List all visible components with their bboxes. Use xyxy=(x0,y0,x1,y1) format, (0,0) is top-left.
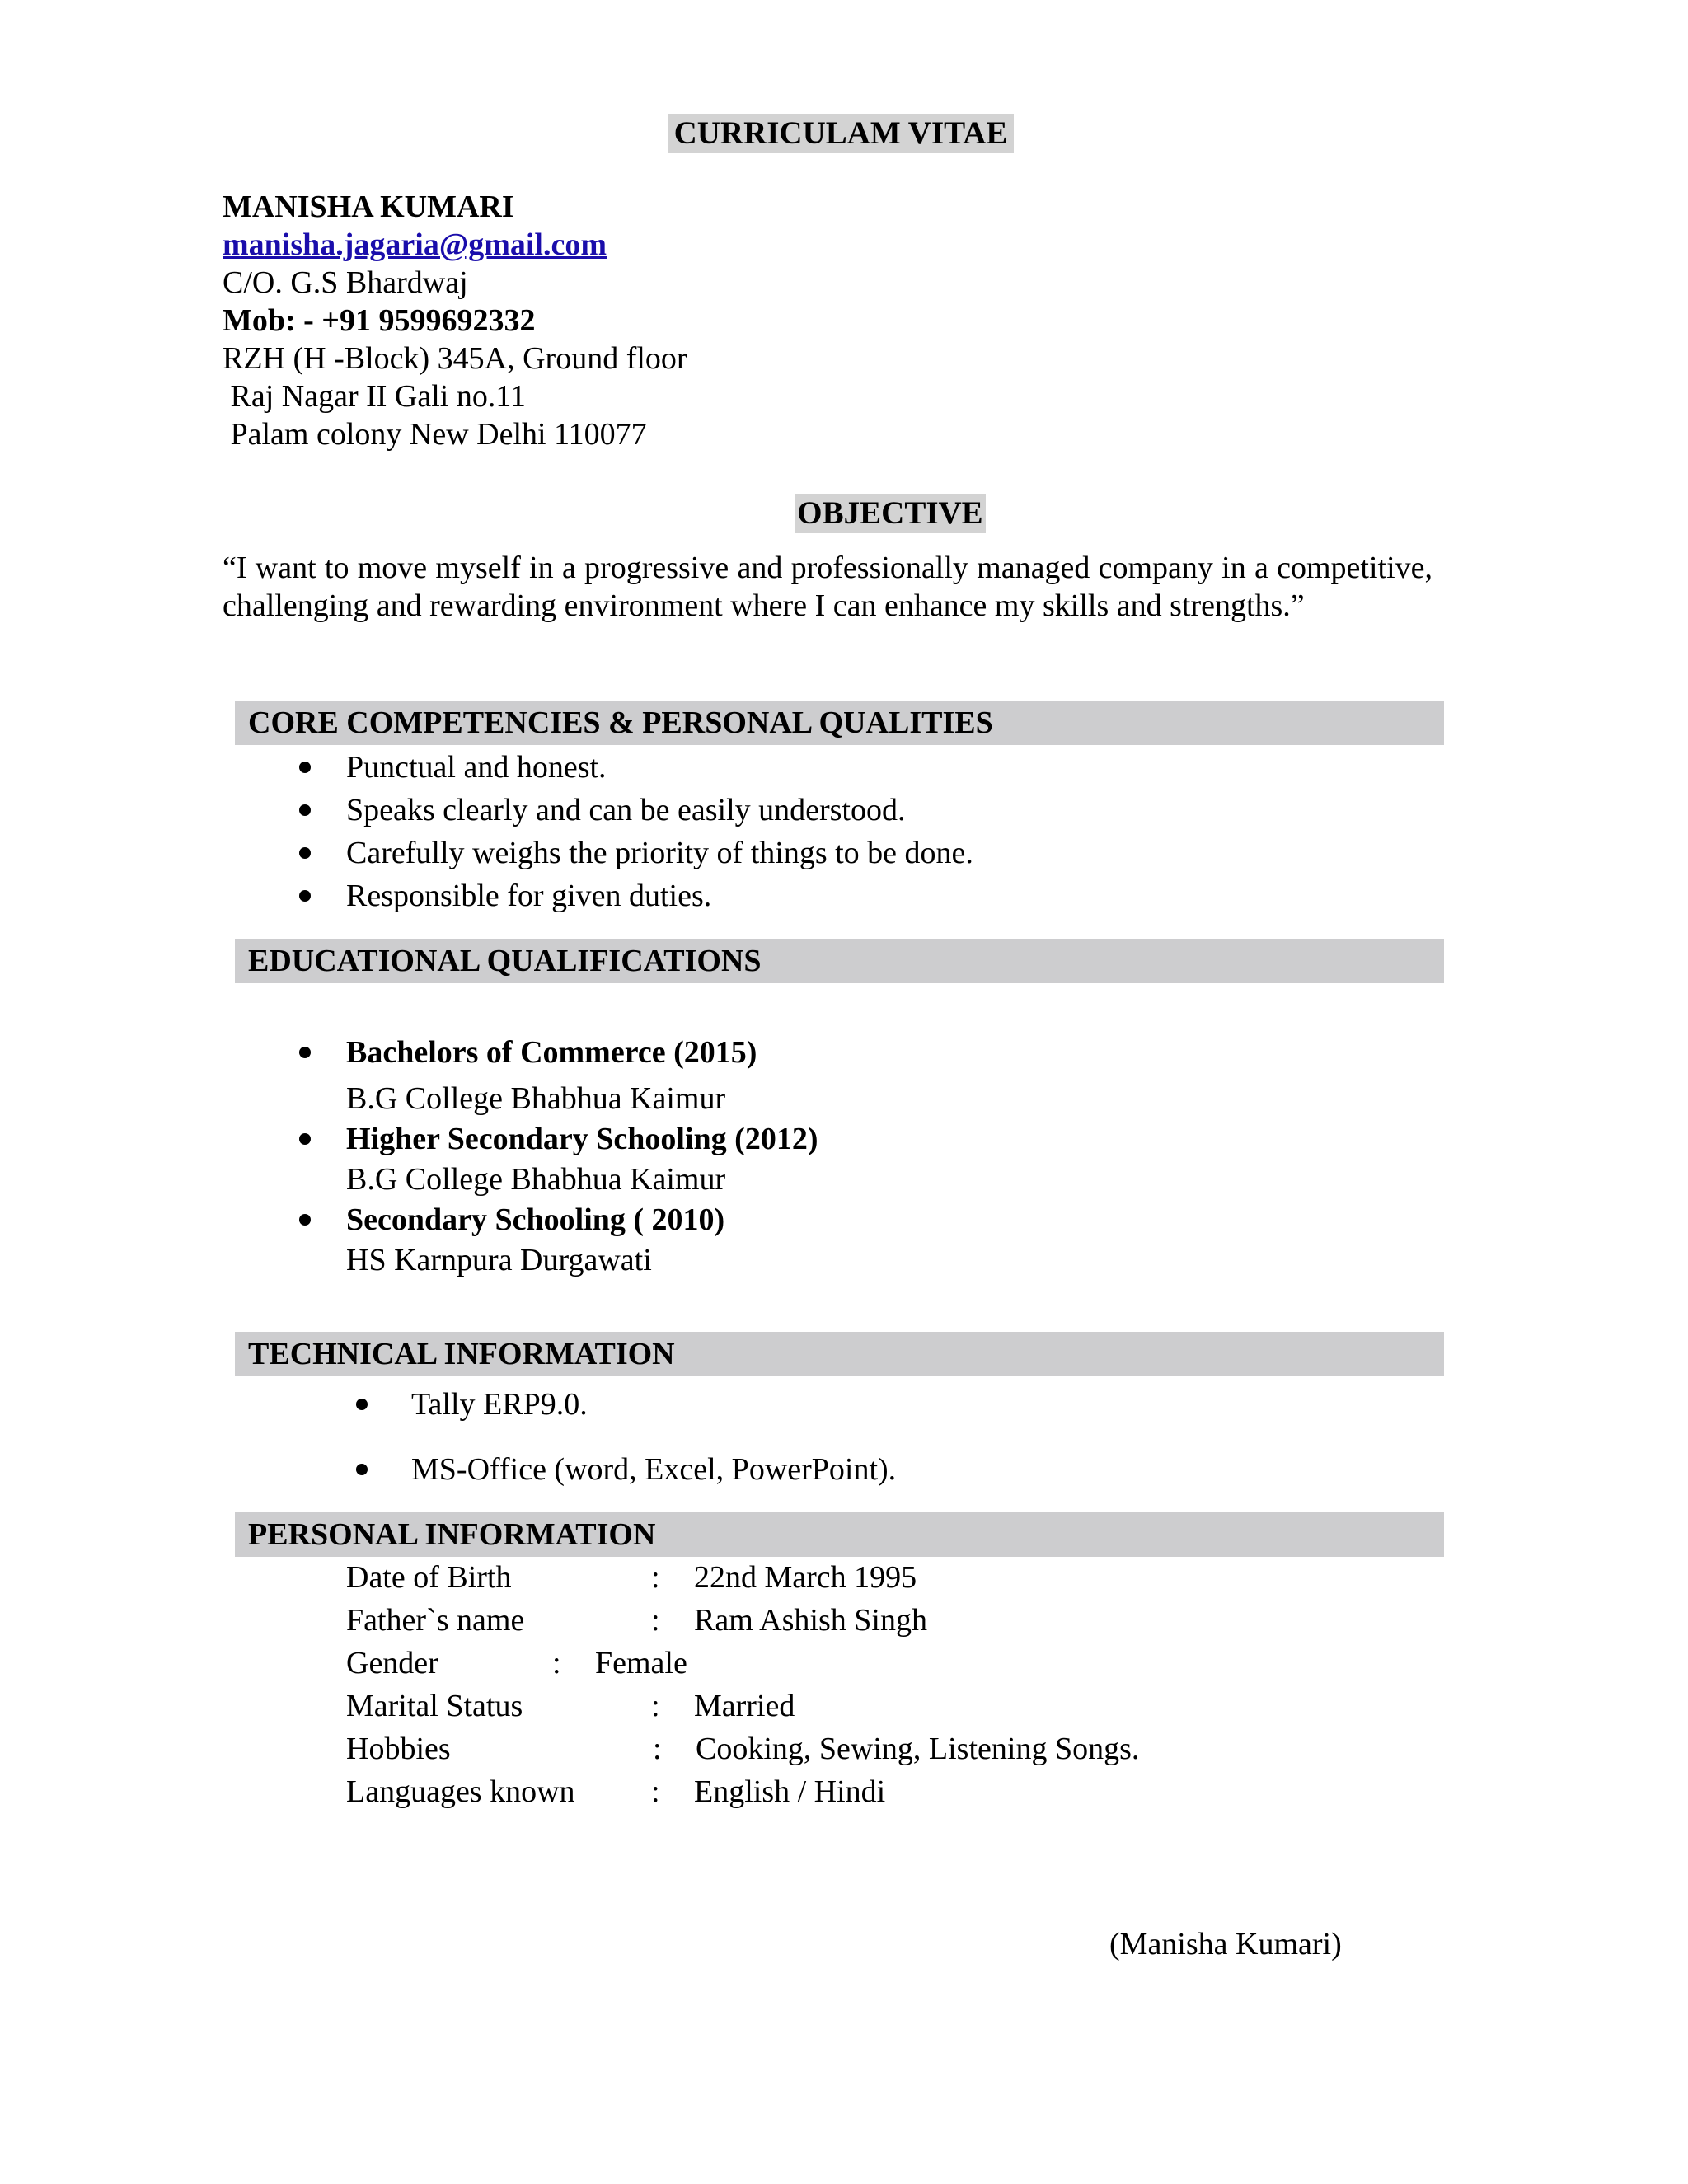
address-line-3: Palam colony New Delhi 110077 xyxy=(223,417,647,452)
bullet-icon xyxy=(299,1214,311,1226)
bullet-icon xyxy=(299,847,311,859)
competency-item: Speaks clearly and can be easily understood. xyxy=(346,793,906,827)
bullet-icon xyxy=(299,1047,311,1058)
technical-item: MS-Office (word, Excel, PowerPoint). xyxy=(411,1452,897,1487)
mobile-number: Mob: - +91 9599692332 xyxy=(223,303,536,338)
competency-item: Responsible for given duties. xyxy=(346,879,712,913)
email-link[interactable]: manisha.jagaria@gmail.com xyxy=(223,227,607,262)
objective-text: “I want to move myself in a progressive and professionally managed company in a competitive, challenging and rewarding environment where I can enhance my skills and strengths.” xyxy=(223,551,1432,623)
separator: : xyxy=(651,1774,660,1809)
education-degree: Higher Secondary Schooling (2012) xyxy=(346,1122,818,1156)
personal-label: Date of Birth xyxy=(346,1560,512,1595)
bullet-icon xyxy=(299,762,311,773)
personal-label: Father`s name xyxy=(346,1603,525,1638)
competencies-heading: CORE COMPETENCIES & PERSONAL QUALITIES xyxy=(235,701,1444,745)
personal-value: Married xyxy=(694,1689,795,1723)
education-degree: Bachelors of Commerce (2015) xyxy=(346,1035,757,1070)
address-line-1: RZH (H -Block) 345A, Ground floor xyxy=(223,341,687,376)
personal-label: Marital Status xyxy=(346,1689,523,1723)
address-line-2: Raj Nagar II Gali no.11 xyxy=(223,379,526,414)
objective-heading: OBJECTIVE xyxy=(797,495,983,531)
technical-heading: TECHNICAL INFORMATION xyxy=(235,1332,1444,1376)
technical-item: Tally ERP9.0. xyxy=(411,1387,588,1422)
separator: : xyxy=(651,1689,660,1723)
bullet-icon xyxy=(299,890,311,902)
page-title: CURRICULAM VITAE xyxy=(673,115,1008,151)
bullet-icon xyxy=(356,1399,368,1410)
personal-label: Languages known xyxy=(346,1774,575,1809)
separator: : xyxy=(552,1646,561,1680)
personal-label: Gender xyxy=(346,1646,438,1680)
education-heading: EDUCATIONAL QUALIFICATIONS xyxy=(235,939,1444,983)
bullet-icon xyxy=(356,1464,368,1475)
competency-item: Carefully weighs the priority of things to be done. xyxy=(346,836,973,870)
personal-value: Female xyxy=(595,1646,687,1680)
personal-heading: PERSONAL INFORMATION xyxy=(235,1512,1444,1557)
personal-value: Ram Ashish Singh xyxy=(694,1603,927,1638)
personal-value: English / Hindi xyxy=(694,1774,886,1809)
education-institution: HS Karnpura Durgawati xyxy=(346,1243,652,1277)
personal-value: 22nd March 1995 xyxy=(694,1560,917,1595)
care-of: C/O. G.S Bhardwaj xyxy=(223,265,468,300)
separator: : xyxy=(651,1603,660,1638)
candidate-name: MANISHA KUMARI xyxy=(223,190,514,224)
education-degree: Secondary Schooling ( 2010) xyxy=(346,1202,725,1237)
bullet-icon xyxy=(299,804,311,816)
bullet-icon xyxy=(299,1133,311,1145)
separator: : xyxy=(653,1732,662,1766)
separator: : xyxy=(651,1560,660,1595)
signature: (Manisha Kumari) xyxy=(1109,1927,1342,1961)
education-institution: B.G College Bhabhua Kaimur xyxy=(346,1162,726,1197)
personal-label: Hobbies xyxy=(346,1732,451,1766)
competency-item: Punctual and honest. xyxy=(346,750,607,785)
personal-value: Cooking, Sewing, Listening Songs. xyxy=(696,1732,1140,1766)
education-institution: B.G College Bhabhua Kaimur xyxy=(346,1081,726,1116)
